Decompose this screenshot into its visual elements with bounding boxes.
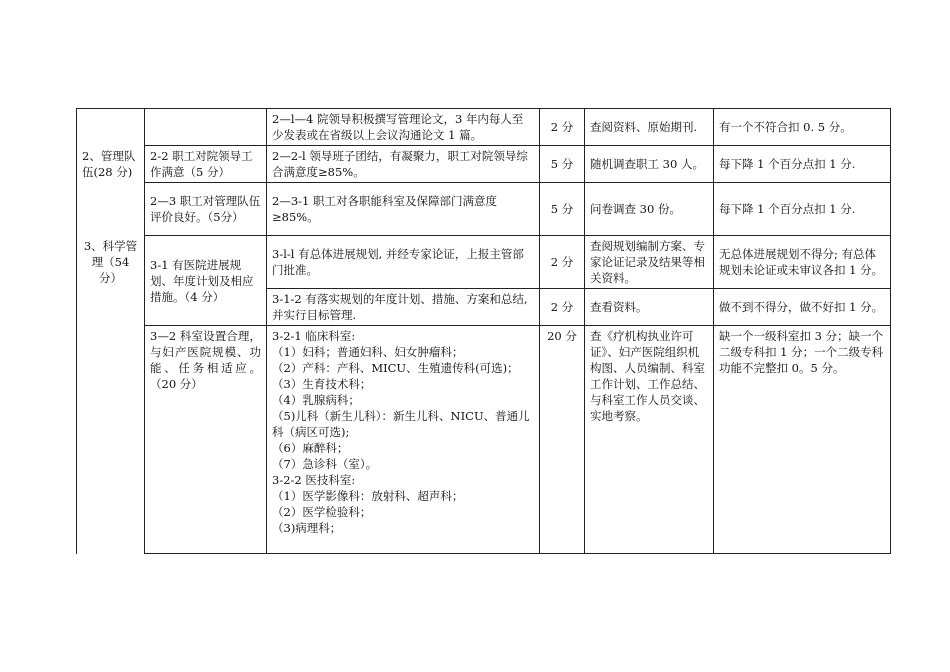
criterion-line: （2）产科：产科、MICU、生殖遗传科(可选)； [272, 361, 519, 375]
category-cell-empty [77, 109, 145, 146]
category-cell-empty [77, 326, 145, 554]
item-cell-empty [145, 109, 267, 146]
criterion-line: 3-2-2 医技科室: [272, 473, 356, 487]
item-cell: 3—2 科室设置合理，与妇产医院规模、功能、任务相适应。（20 分） [145, 326, 267, 554]
table-row [77, 146, 891, 183]
item-cell: 2—3 职工对管理队伍评价良好。（5分） [145, 183, 267, 236]
table-row [77, 326, 891, 554]
points-cell: 2 分 [540, 109, 585, 146]
points-cell: 2 分 [540, 289, 585, 326]
points-cell: 20 分 [540, 326, 585, 554]
method-cell: 查阅资料、原始期刊. [585, 109, 714, 146]
category-cell: 3、科学管理（54 分） [77, 236, 145, 289]
scoring-cell: 有一个不符合扣 0. 5 分。 [714, 109, 891, 146]
criterion-line: （3)病理科； [272, 521, 342, 535]
scoring-cell: 每下降 1 个百分点扣 1 分. [714, 183, 891, 236]
points-cell: 5 分 [540, 146, 585, 183]
criterion-line: （5)儿科（新生儿科）：新生儿科、NICU、普通儿科（病区可选); [272, 409, 530, 439]
criterion-cell: 2—2-l 领导班子团结，有凝聚力，职工对院领导综合满意度≥85%。 [267, 146, 540, 183]
method-cell: 随机调查职工 30 人。 [585, 146, 714, 183]
criterion-cell: 2—l—4 院领导积极撰写管理论文，3 年内每人至少发表或在省级以上会议沟通论文 1 篇。 [267, 109, 540, 146]
method-cell: 查阅规划编制方案、专家论证记录及结果等相关资料。 [585, 236, 714, 289]
points-cell: 2 分 [540, 236, 585, 289]
criterion-line: （1）妇科；普通妇科、妇女肿瘤科； [272, 345, 464, 359]
criterion-cell: 3-l-l 有总体进展规划, 并经专家论证，上报主管部门批准。 [267, 236, 540, 289]
method-cell: 查《疗机构执业许可证》、妇产医院组织机构图、人员编制、科室工作计划、工作总结、与科室工作人员交谈、实地考察。 [585, 326, 714, 554]
table-row [77, 109, 891, 146]
criterion-line: （3）生育技术科； [272, 377, 372, 391]
scoring-cell: 做不到不得分，做不好扣 1 分。 [714, 289, 891, 326]
method-cell: 问卷调查 30 份。 [585, 183, 714, 236]
category-cell-empty [77, 289, 145, 326]
category-cell-empty [77, 183, 145, 236]
points-cell: 5 分 [540, 183, 585, 236]
criterion-cell [267, 326, 540, 554]
item-cell: 3-1 有医院进展规划、年度计划及相应措施。（4 分） [145, 236, 267, 326]
method-cell: 查看资料。 [585, 289, 714, 326]
table-row [77, 183, 891, 236]
criterion-line: （4）乳腺病科； [272, 393, 360, 407]
item-cell: 2-2 职工对院领导工作满意（5 分） [145, 146, 267, 183]
table-row [77, 236, 891, 289]
criterion-line: 3-2-1 临床科室: [272, 329, 356, 343]
scoring-cell: 缺一个一级科室扣 3 分；缺一个二级专科扣 1 分；一个二级专科功能不完整扣 0。5 分。 [714, 326, 891, 554]
scoring-cell: 无总体进展规划不得分; 有总体规划未论证或未审议各扣 1 分。 [714, 236, 891, 289]
criterion-line: （2）医学检验科； [272, 505, 372, 519]
criterion-cell: 3-1-2 有落实规划的年度计划、措施、方案和总结, 并实行目标管理. [267, 289, 540, 326]
criterion-line: （1）医学影像科：放射科、超声科； [272, 489, 464, 503]
scoring-cell: 每下降 1 个百分点扣 1 分. [714, 146, 891, 183]
assessment-table [76, 108, 891, 554]
category-cell: 2、管理队伍(28 分) [77, 146, 145, 183]
criterion-line: （6）麻醉科； [272, 441, 349, 455]
criterion-cell: 2—3-1 职工对各职能科室及保障部门满意度≥85%。 [267, 183, 540, 236]
criterion-line: （7）急诊科（室）。 [272, 457, 378, 471]
